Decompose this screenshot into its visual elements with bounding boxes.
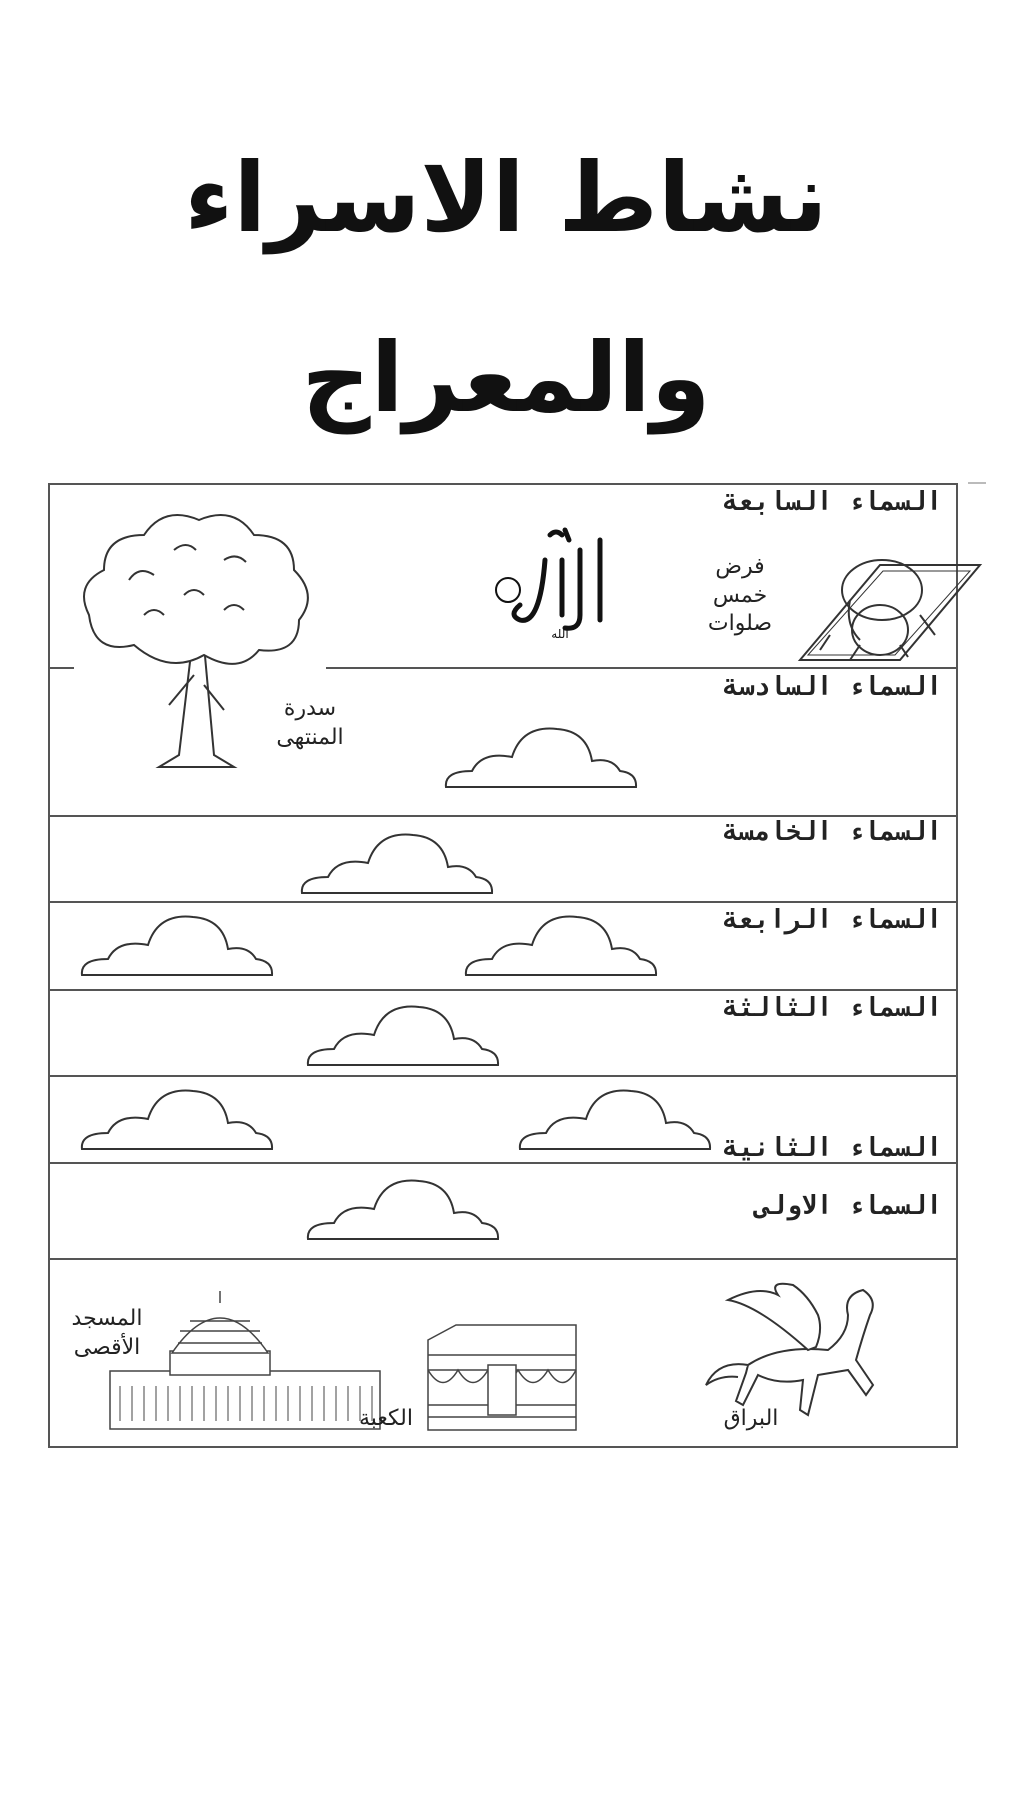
cloud-icon bbox=[298, 827, 494, 897]
caption-kaaba: الكعبة bbox=[358, 1406, 413, 1431]
cloud-icon bbox=[78, 909, 274, 979]
edge-mark bbox=[968, 482, 986, 484]
cloud-icon bbox=[304, 1173, 500, 1243]
cloud-icon bbox=[78, 1083, 274, 1153]
band-divider bbox=[50, 901, 958, 903]
worksheet-frame bbox=[48, 483, 958, 1448]
cloud-icon bbox=[304, 999, 500, 1069]
caption-al-aqsa: المسجد الأقصى bbox=[71, 1306, 143, 1360]
cloud-icon bbox=[462, 909, 658, 979]
caption-sidrat-al-muntaha: سدرة المنتهى bbox=[276, 696, 344, 750]
cloud-icon bbox=[516, 1083, 712, 1153]
allah-calligraphy bbox=[490, 520, 630, 640]
calligraphy-text: الله bbox=[551, 627, 569, 641]
heaven-label-7: السماء السابعة bbox=[722, 487, 942, 517]
heaven-label-2: السماء الثانية bbox=[722, 1133, 942, 1163]
heaven-label-5: السماء الخامسة bbox=[722, 817, 942, 847]
cloud-icon bbox=[442, 721, 638, 791]
buraq-winged-horse-icon bbox=[698, 1275, 884, 1425]
heaven-label-1: السماء الاولى bbox=[754, 1191, 942, 1221]
page-title-line-1: نشاط الاسراء bbox=[184, 142, 828, 254]
caption-buraq: البراق bbox=[723, 1406, 779, 1431]
band-divider bbox=[50, 1075, 958, 1077]
caption-five-prayers: فرض خمس صلوات bbox=[707, 554, 773, 637]
band-divider bbox=[50, 667, 74, 669]
band-divider bbox=[50, 1258, 958, 1260]
page-title-line-2: والمعراج bbox=[301, 322, 711, 434]
heaven-label-4: السماء الرابعة bbox=[722, 905, 942, 935]
band-divider bbox=[50, 989, 958, 991]
heaven-label-3: السماء الثالثة bbox=[722, 993, 942, 1023]
heaven-label-6: السماء السادسة bbox=[722, 672, 942, 702]
praying-person-icon bbox=[790, 545, 990, 675]
kaaba-icon bbox=[428, 1325, 576, 1435]
